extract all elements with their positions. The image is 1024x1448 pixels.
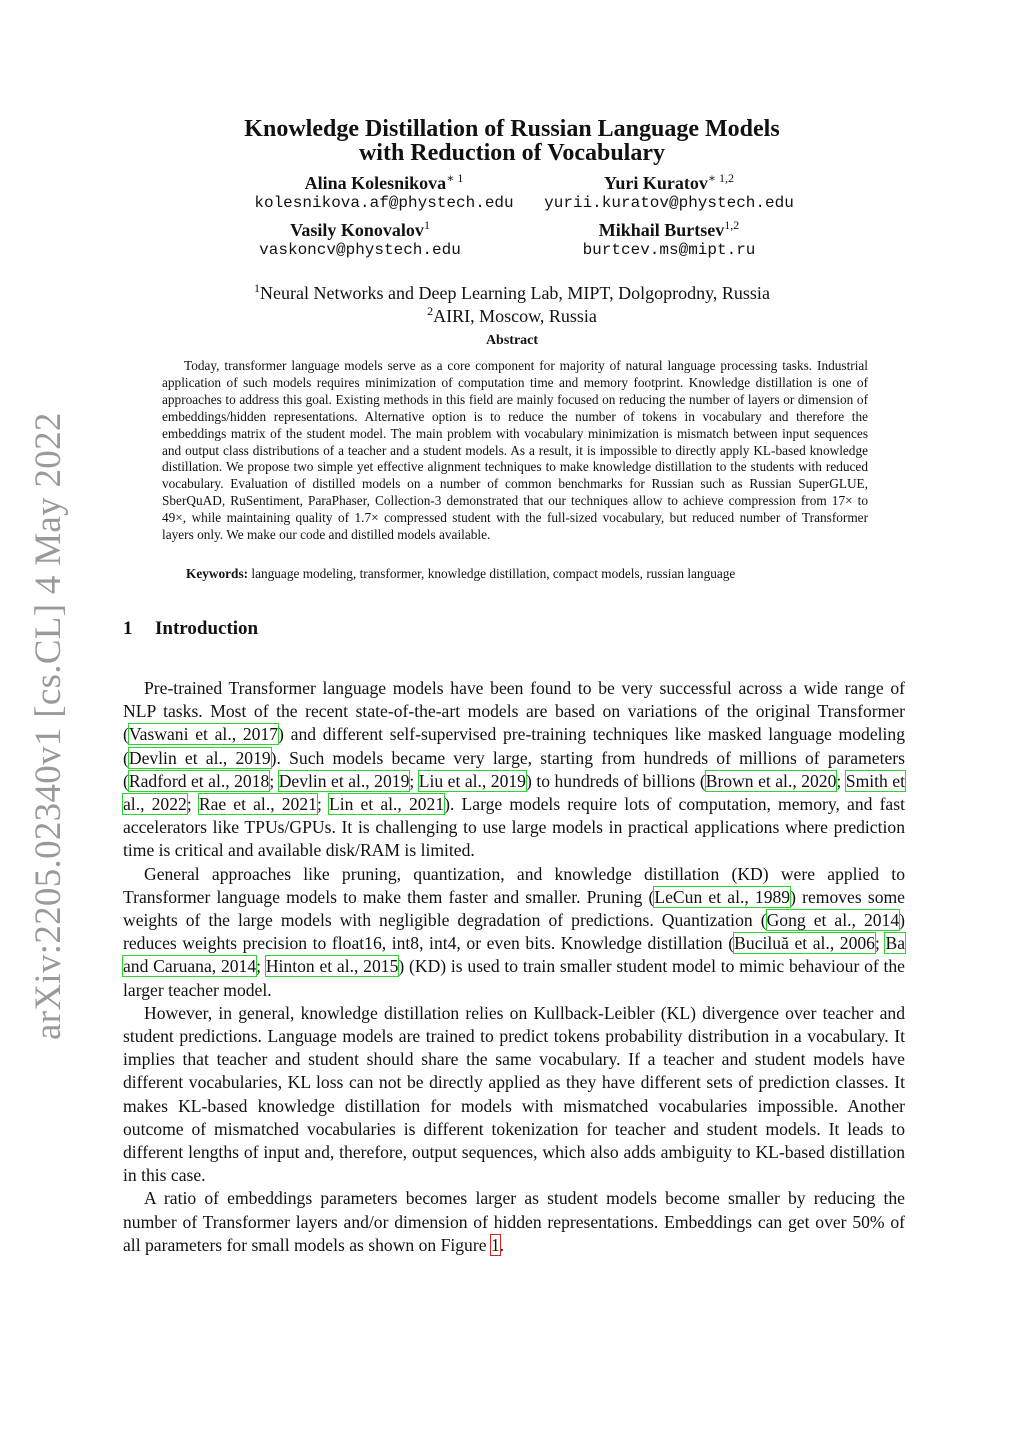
author-affil-mark: 1,2 <box>724 218 740 232</box>
affiliation-text: Neural Networks and Deep Learning Lab, MIPT, Dolgoprodny, Russia <box>260 283 770 303</box>
paragraph-3: However, in general, knowledge distillation relies on Kullback-Leibler (KL) divergence over teacher and student predictions. Language models are trained to predict tokens probability distribution in a vocabulary. It implies that teacher and student should share the same vocabulary. If a teacher and student models have different vocabularies, KL loss can not be directly applied as they have different sets of prediction classes. It makes KL-based knowledge distillation for models with mismatched vocabularies impossible. Another outcome of mismatched vocabularies is different tokenization for teacher and student models. It leads to different lengths of input and, therefore, output sequences, which also adds ambiguity to KL-based distillation in this case. <box>123 1002 905 1186</box>
section-heading <box>123 618 258 640</box>
affiliation-mark: 2 <box>427 304 434 318</box>
paragraph-text: ) and different self-supervised pre-training techniques like masked language modeling ( <box>123 724 905 768</box>
keywords <box>186 566 886 582</box>
author-name: Mikhail Burtsev <box>598 220 725 240</box>
paragraph-text: ) (KD) is used to train smaller student model to mimic behaviour of the larger teacher model. <box>123 956 905 1000</box>
citation-link[interactable]: Brown et al., 2020 <box>705 770 837 791</box>
author-affil-mark: 1 <box>423 218 430 232</box>
author-email[interactable]: yurii.kuratov@phystech.edu <box>544 194 794 212</box>
title-line-2: with Reduction of Vocabulary <box>358 140 666 166</box>
arxiv-identifier: arXiv:2205.02340v1 [cs.CL] 4 May 2022 <box>28 412 69 1040</box>
paragraph-1 <box>123 677 905 863</box>
author-4 <box>469 215 869 240</box>
citation-link[interactable]: Buciluă et al., 2006 <box>734 933 875 954</box>
citation-link[interactable]: Hinton et al., 2015 <box>265 956 399 977</box>
paragraph-4 <box>123 1187 905 1257</box>
citation-separator: ; <box>836 770 846 791</box>
paragraph-text: ) to hundreds of billions ( <box>525 770 706 791</box>
citation-separator: ; <box>256 956 266 977</box>
citation-link[interactable]: Gong et al., 2014 <box>766 910 900 931</box>
citation-link[interactable]: Devlin et al., 2019 <box>128 747 271 768</box>
citation-link[interactable]: Smith et al., 2022 <box>123 770 905 815</box>
author-email[interactable]: burtcev.ms@mipt.ru <box>582 241 756 259</box>
paragraph-text: A ratio of embeddings parameters becomes larger as student models become smaller by reducing the number of Transformer layers and/or dimension of hidden representations. Embeddings can get over 50% of all parameters for small models as shown on Figure <box>123 1188 905 1255</box>
citation-link[interactable]: Vaswani et al., 2017 <box>128 724 279 745</box>
paragraph-text: ). Large models require lots of computation, memory, and fast accelerators like TPUs/GPUs. It is challenging to use large models in practical applications where prediction time is critical and available disk/RAM is limited. <box>123 794 905 861</box>
paragraph-text: ). Such models became very large, starting from hundreds of millions of parameters ( <box>123 747 905 791</box>
author-name: Vasily Konovalov <box>290 220 424 240</box>
affiliation-1 <box>0 281 1024 304</box>
citation-link[interactable]: Devlin et al., 2019 <box>278 770 410 791</box>
paper-title <box>0 117 1024 165</box>
paragraph-text: ) reduces weights precision to float16, int8, int4, or even bits. Knowledge distillation ( <box>123 910 905 954</box>
author-affil-mark: ∗ 1 <box>446 171 464 185</box>
author-affil-mark: ∗ 1,2 <box>707 171 734 185</box>
paragraph-text: . <box>499 1234 505 1255</box>
affiliation-text: AIRI, Moscow, Russia <box>433 306 597 326</box>
author-4-email-row <box>469 239 869 261</box>
author-name: Alina Kolesnikova <box>304 173 447 193</box>
citation-link[interactable]: Lin et al., 2021 <box>328 794 445 815</box>
paragraph-text: General approaches like pruning, quantization, and knowledge distillation (KD) were applied to Transformer language models to make them faster and smaller. Pruning ( <box>123 863 905 907</box>
citation-separator: ; <box>316 794 329 815</box>
citation-link[interactable]: LeCun et al., 1989 <box>654 886 791 907</box>
keywords-label: Keywords: <box>186 566 249 581</box>
author-2-email-row <box>469 192 869 214</box>
citation-separator: ; <box>409 770 419 791</box>
keywords-list: language modeling, transformer, knowledge distillation, compact models, russian language <box>251 566 736 581</box>
paragraph-text: Pre-trained Transformer language models have been found to be very successful across a wide range of NLP tasks. Most of the recent state-of-the-art models are based on variations of the original Transformer ( <box>123 678 905 745</box>
author-2 <box>469 168 869 193</box>
paragraph-text: ) removes some weights of the large models with negligible degradation of predictions. Quantization ( <box>123 886 905 931</box>
citation-link[interactable]: Liu et al., 2019 <box>418 770 526 791</box>
figure-reference-link[interactable]: 1 <box>490 1234 500 1255</box>
citation-link[interactable]: Radford et al., 2018 <box>128 770 270 791</box>
paragraph-2 <box>123 863 905 1002</box>
affiliation-2 <box>0 304 1024 327</box>
abstract-text: Today, transformer language models serve as a core component for majority of natural language processing tasks. Industrial application of such models requires minimization of computation time and memory footprint. Knowledge distillation is one of approaches to address this goal. Existing methods in this field are mainly focused on reducing the number of layers or dimension of embeddings/hidden representations. Alternative option is to reduce the number of tokens in vocabulary and therefore the embeddings matrix of the student model. The main problem with vocabulary minimization is mismatch between input sequences and output class distributions of a teacher and a student models. As a result, it is impossible to directly apply KL-based knowledge distillation. We propose two simple yet effective alignment techniques to make knowledge distillation to the students with reduced vocabulary. Evaluation of distilled models on a number of common benchmarks for Russian such as Russian SuperGLUE, SberQuAD, RuSentiment, ParaPhaser, Collection-3 demonstrated that our techniques allow to achieve compression from 17× to 49×, while maintaining quality of 1.7× compressed student with the full-sized vocabulary, but reduced number of Transformer layers only. We make our code and distilled models available. <box>162 358 868 543</box>
citation-separator: ; <box>186 794 199 815</box>
title-line-1: Knowledge Distillation of Russian Language Models <box>244 116 780 142</box>
abstract-heading: Abstract <box>485 333 539 348</box>
author-email[interactable]: kolesnikova.af@phystech.edu <box>254 194 514 212</box>
citation-separator: ; <box>269 770 279 791</box>
citation-separator: ; <box>874 933 886 954</box>
author-name: Yuri Kuratov <box>604 173 708 193</box>
introduction-body <box>123 677 905 1257</box>
affiliation-mark: 1 <box>254 281 261 295</box>
citation-link[interactable]: Ba and Caruana, 2014 <box>123 933 905 977</box>
citation-link[interactable]: Rae et al., 2021 <box>198 794 317 815</box>
section-number: 1 <box>123 618 133 639</box>
author-email[interactable]: vaskoncv@phystech.edu <box>259 241 461 259</box>
section-title: Introduction <box>155 618 259 639</box>
